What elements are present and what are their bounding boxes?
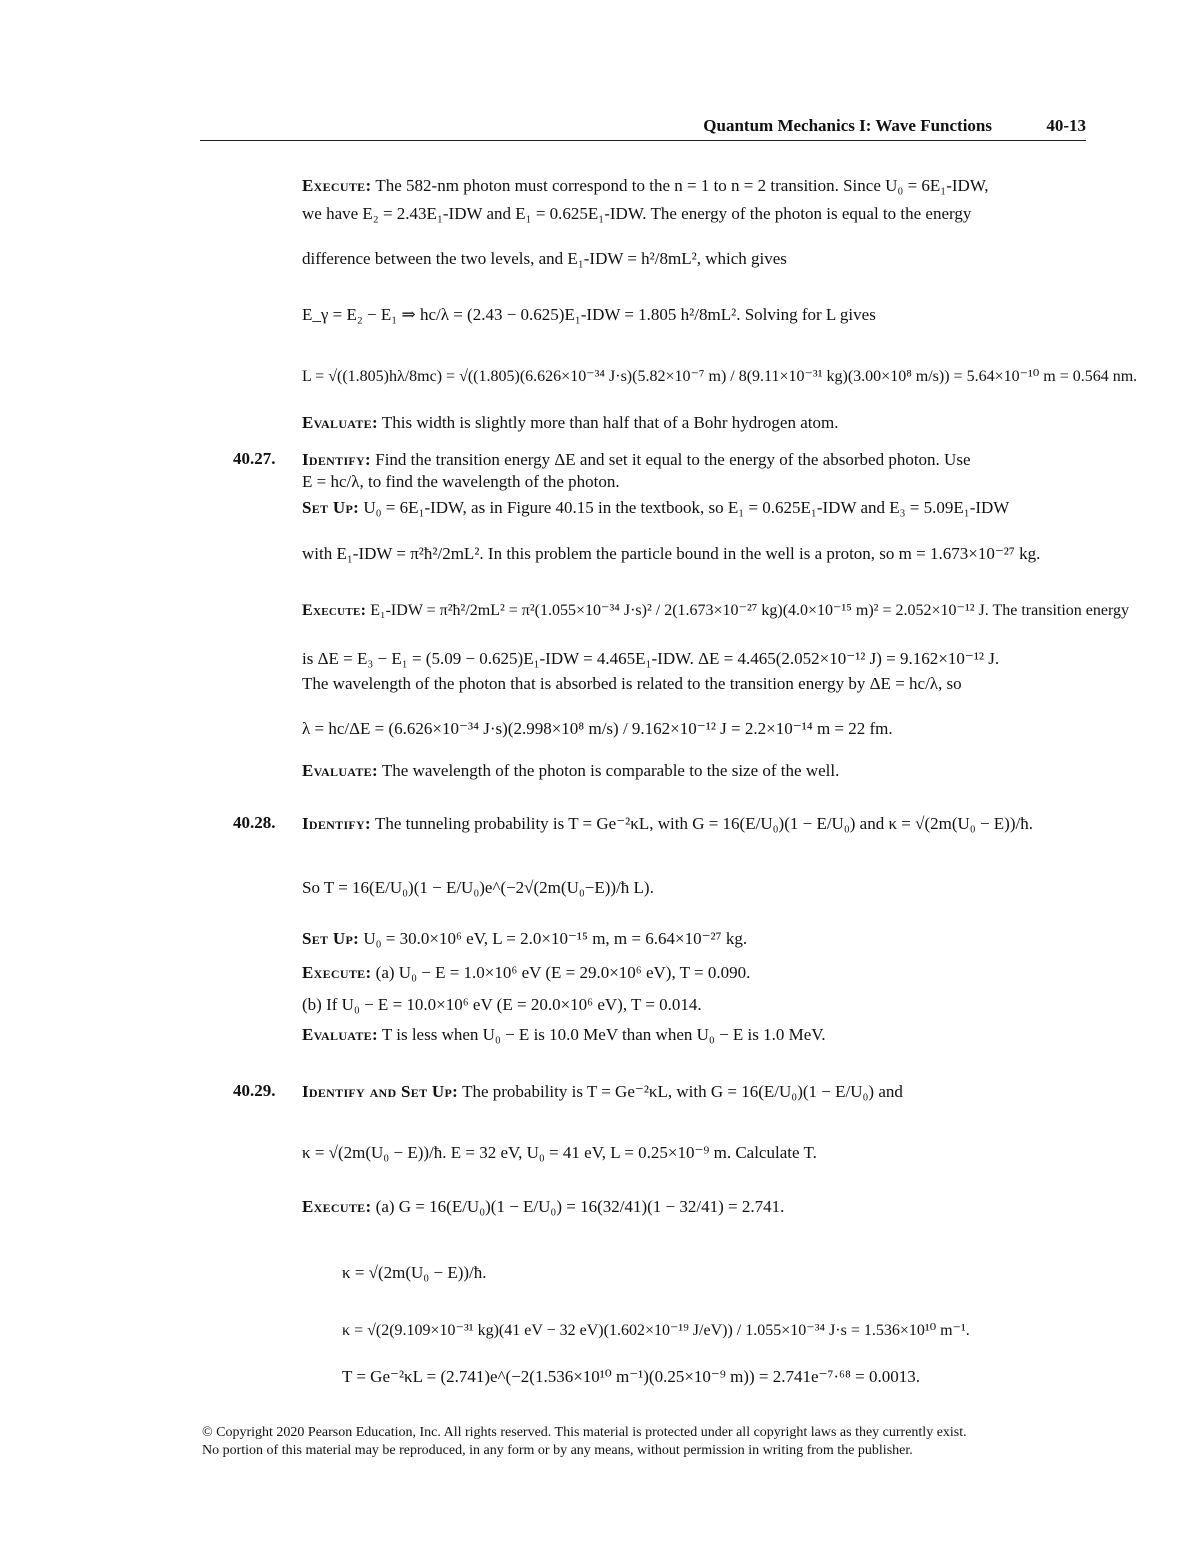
execute-label: Execute: bbox=[302, 963, 372, 982]
execute-label: Execute: bbox=[302, 1197, 372, 1216]
p27-execute-line-1: Execute: E₁-IDW = π²ħ²/2mL² = π²(1.055×10⁻³⁴ J·s)² / 2(1.673×10⁻²⁷ kg)(4.0×10⁻¹⁵ m)² = 2.052×10⁻¹² J. The transition energy bbox=[302, 602, 1130, 619]
p27-execute-line-3: The wavelength of the photon that is absorbed is related to the transition energy by ΔE = hc/λ, so bbox=[302, 674, 962, 693]
p26-equation-width: L = √((1.805)hλ/8mc) = √((1.805)(6.626×10⁻³⁴ J·s)(5.82×10⁻⁷ m) / 8(9.11×10⁻³¹ kg)(3.00×10⁸ m/s)) = 5.64×10⁻¹⁰ m = 0.564 nm. bbox=[302, 368, 1138, 385]
execute-label: Execute: bbox=[302, 602, 367, 619]
identify-label: Identify: bbox=[302, 450, 371, 469]
p27-setup-line-2: with E₁-IDW = π²ħ²/2mL². In this problem the particle bound in the well is a proton, so m = 1.673×10⁻²⁷ kg. bbox=[302, 544, 1041, 563]
p26-execute-line-1: Execute: The 582-nm photon must correspond to the n = 1 to n = 2 transition. Since U₀ = 6E₁-IDW, bbox=[302, 176, 989, 195]
p26-execute-line-2: we have E₂ = 2.43E₁-IDW and E₁ = 0.625E₁-IDW. The energy of the photon is equal to the energy bbox=[302, 204, 972, 223]
running-title: Quantum Mechanics I: Wave Functions bbox=[703, 116, 992, 135]
p29-execute-a: Execute: (a) G = 16(E/U₀)(1 − E/U₀) = 16(32/41)(1 − 32/41) = 2.741. bbox=[302, 1197, 785, 1216]
copyright-line-2: No portion of this material may be reproduced, in any form or by any means, without permission in writing from the publisher. bbox=[202, 1443, 913, 1458]
p28-identify-line-2: So T = 16(E/U₀)(1 − E/U₀)e^(−2√(2m(U₀−E))/ħ L). bbox=[302, 878, 654, 897]
problem-number: 40.28. bbox=[233, 813, 276, 832]
p27-evaluate: Evaluate: The wavelength of the photon is comparable to the size of the well. bbox=[302, 761, 840, 780]
p28-identify-line-1: Identify: The tunneling probability is T = Ge⁻²κL, with G = 16(E/U₀)(1 − E/U₀) and κ = √(2m(U₀ − E))/ħ. bbox=[302, 814, 1033, 833]
p27-execute-line-2: is ΔE = E₃ − E₁ = (5.09 − 0.625)E₁-IDW = 4.465E₁-IDW. ΔE = 4.465(2.052×10⁻¹² J) = 9.162×10⁻¹² J. bbox=[302, 649, 1000, 668]
p28-evaluate: Evaluate: T is less when U₀ − E is 10.0 MeV than when U₀ − E is 1.0 MeV. bbox=[302, 1025, 826, 1044]
execute-label: Execute: bbox=[302, 176, 372, 195]
p27-execute-wavelength: λ = hc/ΔE = (6.626×10⁻³⁴ J·s)(2.998×10⁸ m/s) / 9.162×10⁻¹² J = 2.2×10⁻¹⁴ m = 22 fm. bbox=[302, 719, 893, 738]
p27-identify-line-1: Identify: Find the transition energy ΔE and set it equal to the energy of the absorbed photon. Use bbox=[302, 450, 971, 469]
problem-number: 40.27. bbox=[233, 449, 276, 468]
evaluate-label: Evaluate: bbox=[302, 413, 378, 432]
p28-execute-b: (b) If U₀ − E = 10.0×10⁶ eV (E = 20.0×10⁶ eV), T = 0.014. bbox=[302, 995, 702, 1014]
setup-label: Set Up: bbox=[302, 929, 360, 948]
p27-identify-line-2: E = hc/λ, to find the wavelength of the photon. bbox=[302, 472, 620, 491]
identify-label: Identify: bbox=[302, 814, 371, 833]
page-number: 40-13 bbox=[1046, 116, 1086, 135]
setup-label: Set Up: bbox=[302, 498, 360, 517]
p29-transmission: T = Ge⁻²κL = (2.741)e^(−2(1.536×10¹⁰ m⁻¹)(0.25×10⁻⁹ m)) = 2.741e⁻⁷·⁶⁸ = 0.0013. bbox=[342, 1367, 920, 1386]
p28-execute-a: Execute: (a) U₀ − E = 1.0×10⁶ eV (E = 29.0×10⁶ eV), T = 0.090. bbox=[302, 963, 751, 982]
problem-number: 40.29. bbox=[233, 1081, 276, 1100]
p29-kappa-value: κ = √(2(9.109×10⁻³¹ kg)(41 eV − 32 eV)(1.602×10⁻¹⁹ J/eV)) / 1.055×10⁻³⁴ J·s = 1.536×10¹⁰ m⁻¹. bbox=[342, 1322, 970, 1339]
p26-equation-photon-energy: E_γ = E₂ − E₁ ⇒ hc/λ = (2.43 − 0.625)E₁-IDW = 1.805 h²/8mL². Solving for L gives bbox=[302, 305, 876, 324]
evaluate-label: Evaluate: bbox=[302, 1025, 378, 1044]
p29-kappa-definition: κ = √(2m(U₀ − E))/ħ. bbox=[342, 1263, 487, 1282]
p26-execute-line-3: difference between the two levels, and E₁-IDW = h²/8mL², which gives bbox=[302, 249, 787, 268]
p29-identify-line-1: Identify and Set Up: The probability is T = Ge⁻²κL, with G = 16(E/U₀)(1 − E/U₀) and bbox=[302, 1082, 903, 1101]
p29-identify-line-2: κ = √(2m(U₀ − E))/ħ. E = 32 eV, U₀ = 41 eV, L = 0.25×10⁻⁹ m. Calculate T. bbox=[302, 1143, 817, 1162]
p27-setup-line-1: Set Up: U₀ = 6E₁-IDW, as in Figure 40.15 in the textbook, so E₁ = 0.625E₁-IDW and E₃ = 5.09E₁-IDW bbox=[302, 498, 1010, 517]
p28-setup: Set Up: U₀ = 30.0×10⁶ eV, L = 2.0×10⁻¹⁵ m, m = 6.64×10⁻²⁷ kg. bbox=[302, 929, 748, 948]
evaluate-label: Evaluate: bbox=[302, 761, 378, 780]
page-header bbox=[200, 116, 1086, 141]
p26-evaluate: Evaluate: This width is slightly more than half that of a Bohr hydrogen atom. bbox=[302, 413, 839, 432]
copyright-line-1: © Copyright 2020 Pearson Education, Inc. All rights reserved. This material is protected under all copyright laws as they currently exist. bbox=[202, 1425, 967, 1440]
identify-setup-label: Identify and Set Up: bbox=[302, 1082, 459, 1101]
